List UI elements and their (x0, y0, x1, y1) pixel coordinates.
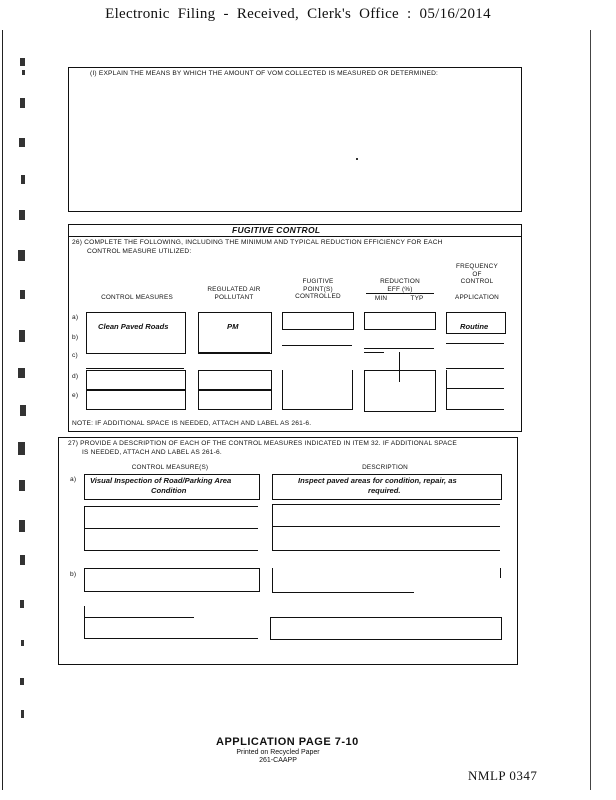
row-a-control-value: Clean Paved Roads (98, 322, 169, 331)
col-reduction-line2: EFF (%) (387, 285, 413, 293)
row-d-frequency-rule (446, 388, 504, 389)
col-frequency-line3: CONTROL (460, 278, 494, 285)
col-frequency (444, 263, 510, 301)
row-d-pollutant-cell[interactable] (198, 370, 272, 390)
row-d-reduction-cell[interactable] (364, 370, 436, 412)
col-min: MIN (374, 295, 388, 302)
margin-marks-graphic (6, 50, 32, 750)
fugitive-title-rule (68, 236, 521, 237)
col-frequency-line1: FREQUENCY (456, 263, 498, 270)
q27-b-control-rule2 (84, 617, 194, 618)
q27-a-description-line2: required. (368, 486, 401, 495)
q27-a-control-line1: Visual Inspection of Road/Parking Area (90, 476, 232, 485)
row-a-pollutant-value: PM (227, 322, 239, 331)
q27-b-control-cell[interactable] (84, 568, 260, 592)
row-c-frequency-rule (446, 368, 504, 369)
page-edge-line-right (590, 30, 591, 790)
row-d-frequency-left (446, 370, 447, 410)
q27-a-control-rule3 (84, 550, 258, 551)
col-frequency-line2: OF (472, 270, 482, 278)
row-d-fugitive-left (282, 370, 283, 410)
q27-b-desc-rule1 (272, 592, 414, 593)
vom-question: (I) EXPLAIN THE MEANS BY WHICH THE AMOUNT OF VOM COLLECTED IS MEASURED OR DETERMINED: (90, 70, 439, 77)
vom-measurement-box (68, 67, 522, 212)
col-control-measures: CONTROL MEASURES (101, 294, 173, 301)
q27-b-description-cell[interactable] (270, 617, 502, 640)
application-page-title: APPLICATION PAGE 7-10 (216, 736, 359, 748)
col-typ: TYP (410, 295, 424, 302)
row-a-frequency-value: Routine (460, 322, 489, 331)
row-label-b: b) (72, 334, 79, 341)
scan-speck (356, 158, 358, 160)
question-26-line1: 26) COMPLETE THE FOLLOWING, INCLUDING THE MINIMUM AND TYPICAL REDUCTION EFFICIENCY FOR EACH (72, 239, 443, 246)
footer-recycled: Printed on Recycled Paper (236, 749, 320, 756)
row-e-control-cell[interactable] (86, 390, 186, 410)
row-c-control-rule (86, 368, 184, 369)
row-a-control-cell[interactable] (86, 312, 186, 354)
col-reduction (364, 278, 436, 293)
col-fugitive-line1: FUGITIVE (302, 278, 334, 285)
row-e-fugitive-rule (282, 409, 352, 410)
reduction-header-rule (366, 293, 434, 294)
col-frequency-line4: APPLICATION (455, 293, 499, 301)
row-label-c: c) (72, 352, 78, 359)
col-control-measure: CONTROL MEASURE(S) (131, 464, 209, 471)
q27-b-control-rule3 (84, 638, 258, 639)
row-label-e: e) (72, 392, 79, 399)
fugitive-control-title: FUGITIVE CONTROL (232, 225, 321, 235)
q27-b-control-left2 (84, 606, 85, 638)
question-27-line2: IS NEEDED, ATTACH AND LABEL AS 261-6. (82, 449, 222, 456)
q27-a-desc-left (272, 504, 273, 550)
row-d-fugitive-right (352, 370, 353, 410)
col-pollutant-line1: REGULATED AIR (207, 286, 261, 293)
q27-b-desc-left (272, 568, 273, 592)
row-b-frequency-rule (446, 343, 504, 344)
question-26-line2: CONTROL MEASURE UTILIZED: (87, 248, 192, 255)
row-a-reduction-cell[interactable] (364, 312, 436, 330)
q27-a-control-line2: Condition (151, 486, 187, 495)
q27-a-control-rule2 (84, 528, 258, 529)
col-fugitive-line3: CONTROLLED (295, 293, 341, 300)
fugitive-note: NOTE: IF ADDITIONAL SPACE IS NEEDED, ATTACH AND LABEL AS 261-6. (72, 420, 312, 427)
row-e-pollutant-cell[interactable] (198, 390, 272, 410)
col-fugitive-line2: POINT(S) (303, 285, 333, 293)
col-description: DESCRIPTION (362, 464, 408, 471)
footer-form-id: 261-CAAPP (259, 757, 297, 764)
col-reduction-line1: REDUCTION (380, 278, 420, 285)
row-d-control-cell[interactable] (86, 370, 186, 390)
row-a-fugitive-cell[interactable] (282, 312, 354, 330)
row-b-pollutant-rule (198, 352, 270, 353)
row-b-fugitive-rule (282, 345, 352, 346)
q27-b-desc-right (500, 568, 501, 578)
bates-stamp: NMLP 0347 (468, 768, 538, 783)
row-b-reduction-rule (364, 348, 434, 349)
row-c-reduction-rule (364, 352, 384, 353)
question-27-line1: 27) PROVIDE A DESCRIPTION OF EACH OF THE CONTROL MEASURES INDICATED IN ITEM 32. IF ADDITIONAL SPACE (68, 440, 457, 447)
q27-a-desc-rule2 (272, 526, 500, 527)
q27-label-a: a) (70, 476, 77, 483)
page-edge-line (2, 30, 3, 790)
row-label-d: d) (72, 373, 79, 380)
q27-label-b: b) (70, 571, 77, 578)
q27-a-control-rule1 (84, 506, 258, 507)
row-a-pollutant-cell[interactable] (198, 312, 272, 354)
col-pollutant-line2: POLLUTANT (214, 293, 254, 301)
q27-a-desc-rule3 (272, 550, 500, 551)
filing-header: Electronic Filing - Received, Clerk's Office : 05/16/2014 (105, 6, 491, 22)
col-fugitive-points (282, 278, 354, 301)
q27-a-desc-rule1 (272, 504, 500, 505)
col-pollutant (198, 286, 270, 301)
row-e-frequency-rule (446, 409, 504, 410)
margin-binding-marks (6, 50, 32, 750)
row-label-a: a) (72, 314, 79, 321)
q27-a-description-line1: Inspect paved areas for condition, repair, as (298, 476, 457, 485)
